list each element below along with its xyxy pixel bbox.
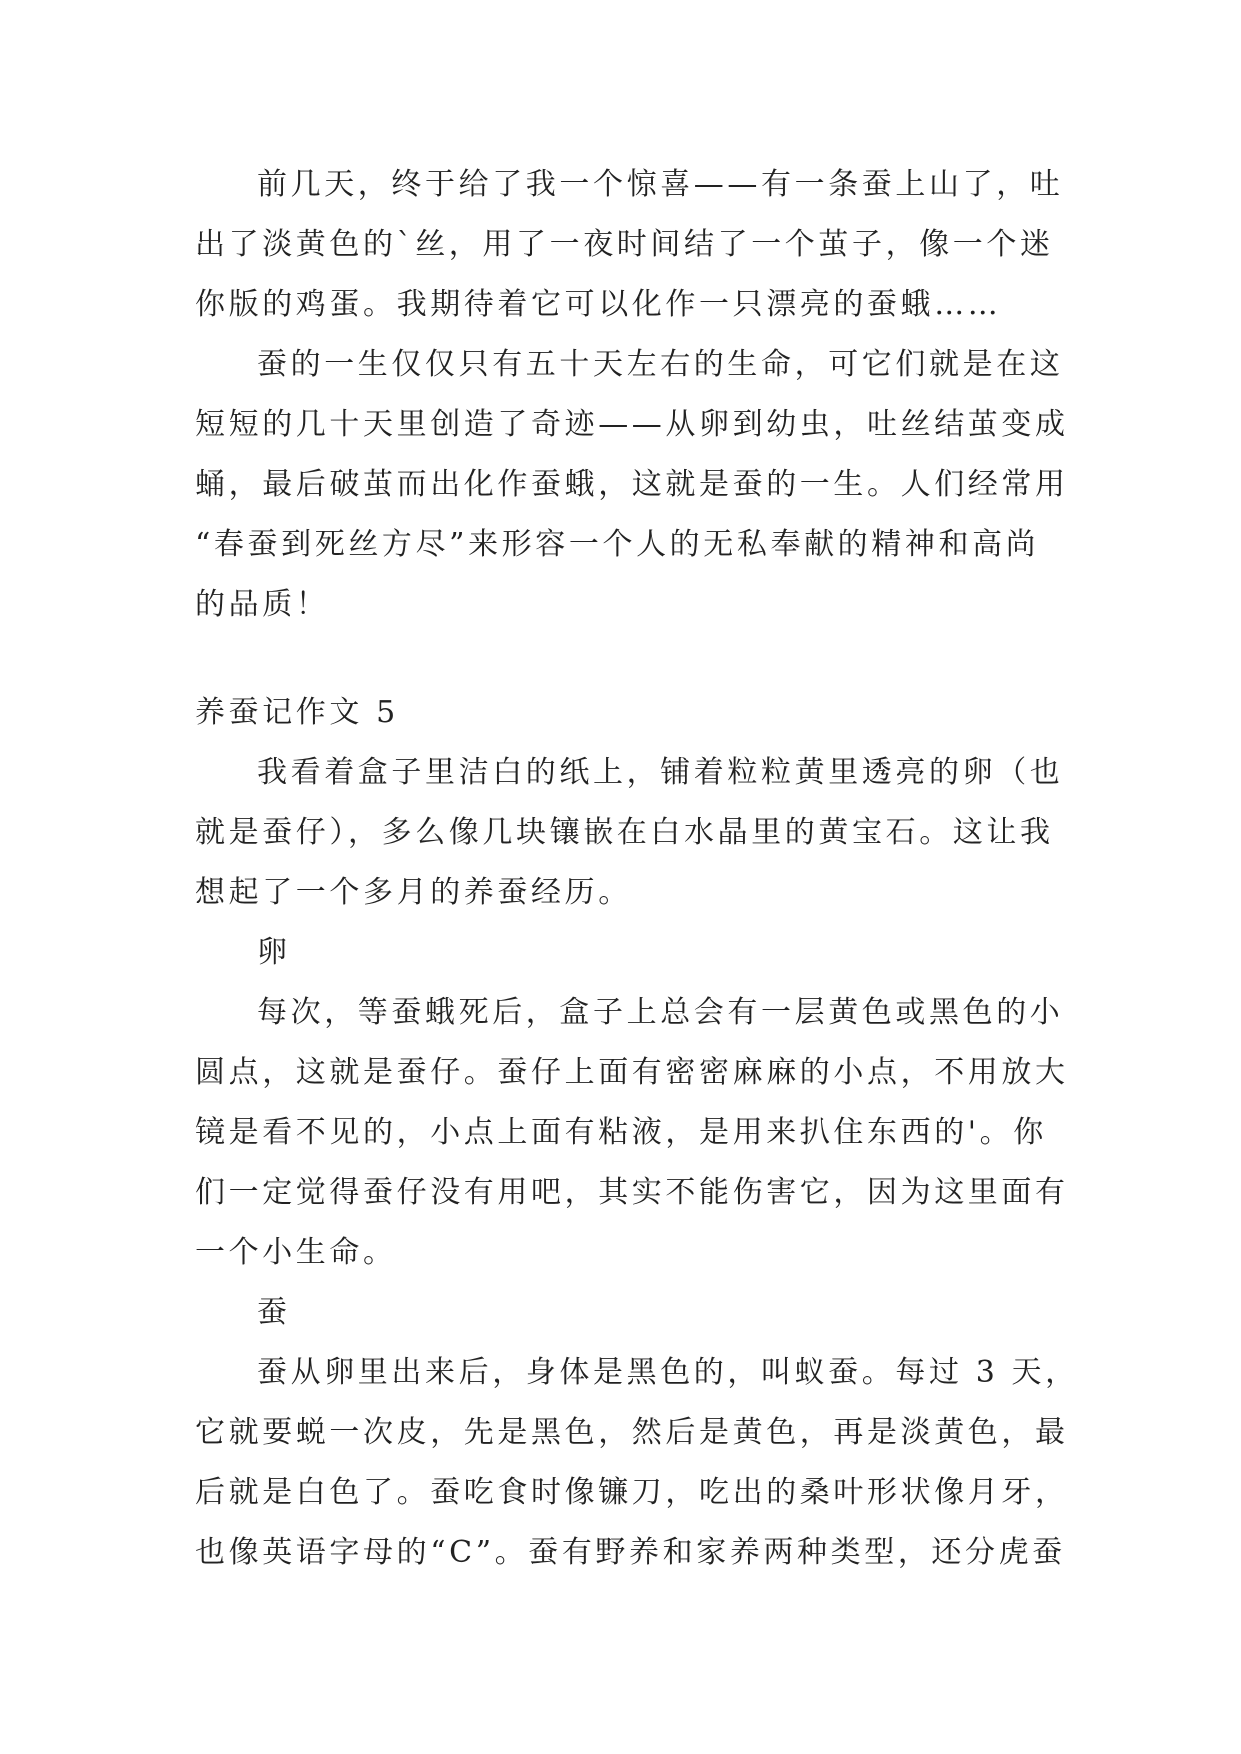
section-title: 养蚕记作文 5 [195,695,399,730]
paragraph-line: 一个小生命。 [195,1235,397,1270]
paragraph-line: 就是蚕仔），多么像几块镶嵌在白水晶里的黄宝石。这让我 [195,815,1054,850]
paragraph-line: 蛹，最后破茧而出化作蚕蛾，这就是蚕的一生。人们经常用 [195,467,1069,502]
paragraph-line: 想起了一个多月的养蚕经历。 [195,875,632,910]
paragraph-line: 蚕的一生仅仅只有五十天左右的生命，可它们就是在这 [257,347,1064,382]
paragraph-line: 蚕从卵里出来后，身体是黑色的，叫蚁蚕。每过 3 天， [257,1355,1079,1390]
paragraph-line: “春蚕到死丝方尽”来形容一个人的无私奉献的精神和高尚 [195,527,1040,562]
paragraph-line: 前几天，终于给了我一个惊喜——有一条蚕上山了，吐 [257,167,1064,202]
paragraph-line: 我看着盒子里洁白的纸上，铺着粒粒黄里透亮的卵（也 [257,755,1064,790]
paragraph-line: 后就是白色了。蚕吃食时像镰刀，吃出的桑叶形状像月牙， [195,1475,1069,1510]
paragraph-line: 的品质！ [195,587,330,622]
subheading: 蚕 [257,1295,291,1330]
paragraph-line: 它就要蜕一次皮，先是黑色，然后是黄色，再是淡黄色，最 [195,1415,1069,1450]
paragraph-line: 短短的几十天里创造了奇迹——从卵到幼虫，吐丝结茧变成 [195,407,1069,442]
paragraph-line: 圆点，这就是蚕仔。蚕仔上面有密密麻麻的小点，不用放大 [195,1055,1069,1090]
paragraph-line: 也像英语字母的“C”。蚕有野养和家养两种类型，还分虎蚕 [195,1535,1066,1570]
subheading: 卵 [257,935,291,970]
paragraph-line: 每次，等蚕蛾死后，盒子上总会有一层黄色或黑色的小 [257,995,1064,1030]
paragraph-line: 镜是看不见的，小点上面有粘液，是用来扒住东西的'。你 [195,1115,1047,1150]
paragraph-line: 你版的鸡蛋。我期待着它可以化作一只漂亮的蚕蛾…… [195,287,1002,322]
paragraph-line: 们一定觉得蚕仔没有用吧，其实不能伤害它，因为这里面有 [195,1175,1069,1210]
paragraph-line: 出了淡黄色的`丝，用了一夜时间结了一个茧子，像一个迷 [195,227,1054,262]
